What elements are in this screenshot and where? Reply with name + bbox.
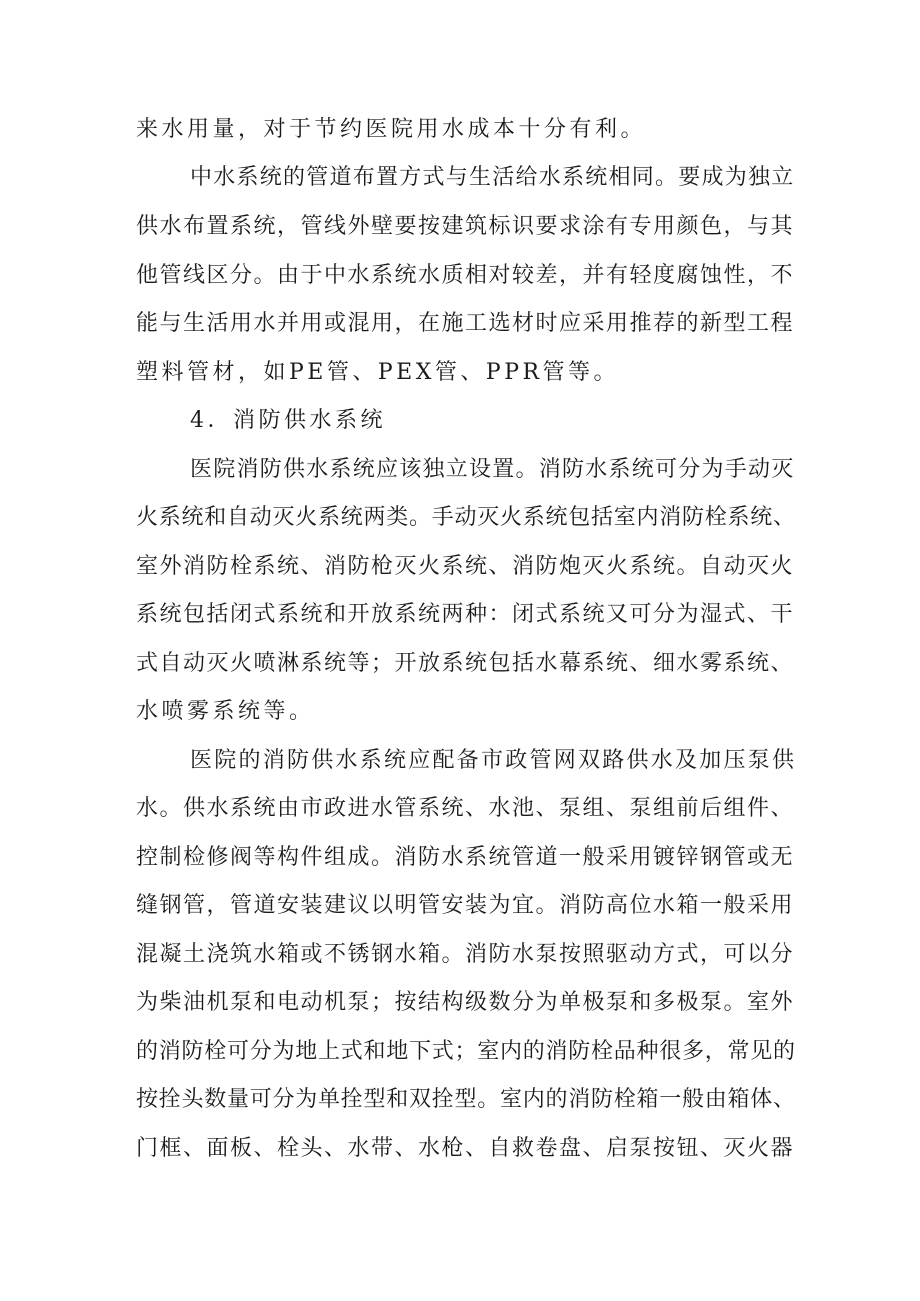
text-line: 能与生活用水并用或混用，在施工选材时应采用推荐的新型工程 [136,311,795,336]
paragraph-start-line: 中水系统的管道布置方式与生活给水系统相同。要成为独立 [190,165,795,190]
text-line: 水喷雾系统等。 [136,699,315,724]
text-line: 系统包括闭式系统和开放系统两种：闭式系统又可分为湿式、干 [136,602,795,627]
text-line: 他管线区分。由于中水系统水质相对较差，并有轻度腐蚀性，不 [136,263,795,288]
text-line: 控制检修阀等构件组成。消防水系统管道一般采用镀锌钢管或无 [136,845,795,870]
text-line: 的消防栓可分为地上式和地下式；室内的消防栓品种很多，常见的 [136,1039,796,1064]
text-line: 缝钢管，管道安装建议以明管安装为宜。消防高位水箱一般采用 [136,893,795,918]
text-line: 按拴头数量可分为单拴型和双拴型。室内的消防栓箱一般由箱体、 [136,1087,796,1112]
text-line: 室外消防栓系统、消防枪灭火系统、消防炮灭火系统。自动灭火 [136,554,795,579]
text-line: 火系统和自动灭火系统两类。手动灭火系统包括室内消防栓系统、 [136,505,796,530]
text-line: 混凝土浇筑水箱或不锈钢水箱。消防水泵按照驱动方式，可以分 [136,942,795,967]
paragraph-start-line: 医院的消防供水系统应配备市政管网双路供水及加压泵供 [190,748,797,773]
paragraph-start-line: 医院消防供水系统应该独立设置。消防水系统可分为手动灭 [190,457,795,482]
text-line: 式自动灭火喷淋系统等；开放系统包括水幕系统、细水雾系统、 [136,651,795,676]
text-line: 水。供水系统由市政进水管系统、水池、泵组、泵组前后组件、 [136,796,795,821]
text-line: 塑料管材，如PE管、PEX管、PPR管等。 [136,360,620,385]
text-line: 供水布置系统，管线外壁要按建筑标识要求涂有专用颜色，与其 [136,214,795,239]
section-heading: 4．消防供水系统 [190,408,386,433]
text-line: 门框、面板、栓头、水带、水枪、自救卷盘、启泵按钮、灭火器 [136,1136,795,1161]
text-line: 来水用量，对于节约医院用水成本十分有利。 [136,117,647,142]
text-line: 为柴油机泵和电动机泵；按结构级数分为单极泵和多极泵。室外 [136,990,795,1015]
